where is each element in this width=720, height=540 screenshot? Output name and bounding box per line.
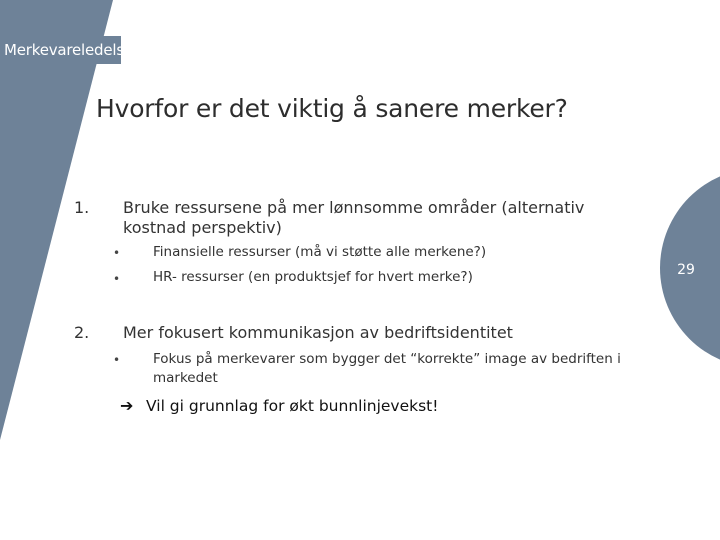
bullet-icon: • — [113, 246, 121, 260]
list-item-1-line-2: kostnad perspektiv) — [123, 218, 282, 237]
list-item-2-sub-1-line-2: markedet — [153, 370, 218, 386]
page-number: 29 — [677, 262, 695, 278]
list-item-2-sub-1 — [153, 350, 683, 388]
conclusion-text: Vil gi grunnlag for økt bunnlinjevekst! — [146, 397, 439, 415]
bullet-icon: • — [113, 353, 121, 367]
list-number-2: 2. — [74, 323, 90, 342]
slide-title: Hvorfor er det viktig å sanere merker? — [96, 94, 568, 123]
list-number-1: 1. — [74, 198, 90, 217]
list-item-1-sub-2: HR- ressurser (en produktsjef for hvert merke?) — [153, 269, 473, 285]
list-item-2-text: Mer fokusert kommunikasjon av bedriftsidentitet — [123, 323, 513, 342]
list-item-1-sub-1: Finansielle ressurser (må vi støtte alle merkene?) — [153, 244, 487, 260]
list-item-1-text — [123, 198, 643, 238]
list-item-2-sub-1-line-1: Fokus på merkevarer som bygger det “korrekte” image av bedriften i — [153, 351, 621, 367]
bullet-icon: • — [113, 272, 121, 286]
conclusion-line — [120, 396, 438, 415]
list-item-1-line-1: Bruke ressursene på mer lønnsomme områder (alternativ — [123, 198, 585, 217]
brand-label: Merkevareledelse — [0, 36, 121, 64]
diagonal-band-shape — [0, 0, 113, 440]
arrow-right-icon: ➔ — [120, 396, 134, 415]
